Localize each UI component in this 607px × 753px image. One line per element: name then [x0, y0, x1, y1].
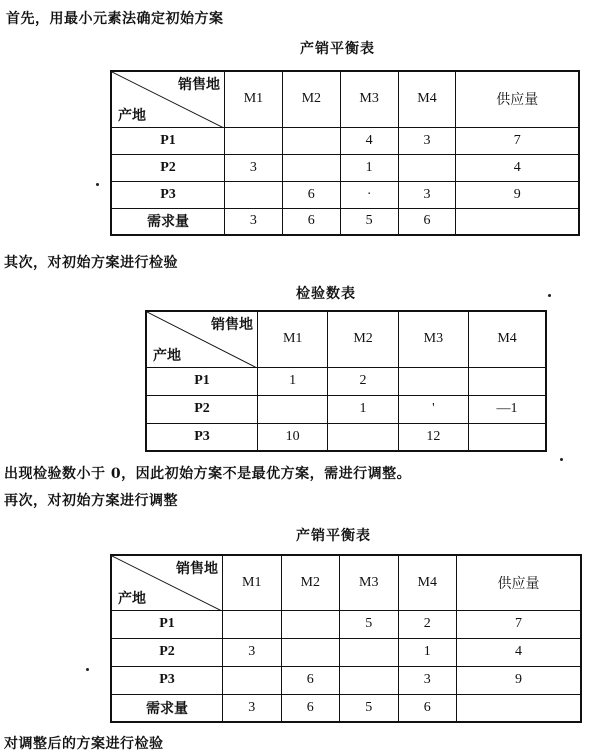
table1-cell: 6: [282, 208, 340, 235]
table3-cell: 6: [281, 666, 340, 694]
table1-row-label: 需求量: [111, 208, 225, 235]
step3-text: 再次，对初始方案进行调整: [4, 493, 178, 509]
table1-col-header: M3: [340, 71, 398, 127]
table3-cell: [281, 610, 340, 638]
table1-cell: 4: [340, 127, 398, 154]
table3-cell: 6: [281, 694, 340, 722]
table2-row-label: P2: [146, 395, 258, 423]
scan-speck: [86, 668, 89, 671]
table-row: [111, 610, 581, 638]
table3-cell: 5: [340, 610, 399, 638]
table1-cell: 6: [282, 181, 340, 208]
table1-corner-cell: [111, 71, 225, 127]
table1-cell: 5: [340, 208, 398, 235]
table-row: [146, 395, 546, 423]
table3-cell: [223, 610, 282, 638]
table3-cell: [340, 666, 399, 694]
table2-cell: 2: [328, 367, 398, 395]
table3-col-header: 供应量: [457, 555, 582, 610]
table1-col-header: 供应量: [456, 71, 579, 127]
table2-cell: 10: [258, 423, 328, 451]
table-row: [111, 208, 579, 235]
table1-cell: [398, 154, 456, 181]
step2-text: 其次，对初始方案进行检验: [4, 255, 178, 271]
table1-col-header: M2: [282, 71, 340, 127]
table-row: [146, 367, 546, 395]
table3-col-header: M2: [281, 555, 340, 610]
table2-corner-cell: [146, 311, 258, 367]
table2: [145, 310, 547, 452]
table1-cell: [282, 154, 340, 181]
table3-cell: 4: [457, 638, 582, 666]
table1-cell: 6: [398, 208, 456, 235]
table3-cell: [281, 638, 340, 666]
table1-cell: 3: [398, 181, 456, 208]
table-row: [111, 154, 579, 181]
table3-row-label: 需求量: [111, 694, 223, 722]
table2-cell: 1: [328, 395, 398, 423]
table-row: [111, 694, 581, 722]
table1-title: 产销平衡表: [300, 41, 375, 57]
table3-cell: 3: [398, 666, 457, 694]
table2-col-header: M1: [258, 311, 328, 367]
table3-col-header: M4: [398, 555, 457, 610]
table3-corner-bottom: 产地: [118, 591, 146, 607]
table1-cell: 1: [340, 154, 398, 181]
table1: [110, 70, 580, 236]
note1-text: 出现检验数小于 0，因此初始方案不是最优方案，需进行调整。: [4, 466, 412, 482]
table1-cell: 4: [456, 154, 579, 181]
table2-col-header: M2: [328, 311, 398, 367]
scan-speck: [96, 183, 99, 186]
table2-row-label: P1: [146, 367, 258, 395]
table1-cell: ·: [340, 181, 398, 208]
table3-row-label: P1: [111, 610, 223, 638]
table2-row-label: P3: [146, 423, 258, 451]
table2-cell: [469, 367, 546, 395]
table2-cell: 1: [258, 367, 328, 395]
table2-title: 检验数表: [296, 286, 356, 302]
table3-cell: 3: [223, 694, 282, 722]
table3-cell: 2: [398, 610, 457, 638]
table-row: [146, 423, 546, 451]
table2-col-header: M3: [398, 311, 468, 367]
table3-row-label: P2: [111, 638, 223, 666]
table1-row-label: P2: [111, 154, 225, 181]
table3-cell: [223, 666, 282, 694]
table2-cell: [258, 395, 328, 423]
table3-cell: [457, 694, 582, 722]
table3-cell: 5: [340, 694, 399, 722]
table2-cell: [398, 367, 468, 395]
table3-corner-top: 销售地: [176, 562, 218, 577]
table1-corner-top: 销售地: [178, 78, 220, 93]
table3: [110, 554, 582, 723]
table-row: [111, 127, 579, 154]
table1-cell: [456, 208, 579, 235]
table3-cell: 1: [398, 638, 457, 666]
table1-cell: 7: [456, 127, 579, 154]
table2-cell: [328, 423, 398, 451]
table1-cell: 3: [225, 208, 283, 235]
table-row: [111, 666, 581, 694]
scan-speck: [560, 458, 563, 461]
table1-cell: 3: [225, 154, 283, 181]
table3-col-header: M3: [340, 555, 399, 610]
table2-corner-top: 销售地: [211, 318, 253, 333]
table-row: [111, 638, 581, 666]
table1-cell: 9: [456, 181, 579, 208]
table1-cell: 3: [398, 127, 456, 154]
table3-title: 产销平衡表: [296, 528, 371, 544]
table1-cell: [225, 127, 283, 154]
table2-corner-bottom: 产地: [153, 348, 181, 364]
table1-cell: [282, 127, 340, 154]
table-row: [111, 181, 579, 208]
table1-cell: [225, 181, 283, 208]
table2-cell: 12: [398, 423, 468, 451]
table2-cell: [469, 423, 546, 451]
table3-cell: [340, 638, 399, 666]
table1-row-label: P1: [111, 127, 225, 154]
table1-col-header: M4: [398, 71, 456, 127]
table3-row-label: P3: [111, 666, 223, 694]
table3-cell: 6: [398, 694, 457, 722]
table1-corner-bottom: 产地: [118, 108, 146, 124]
table3-col-header: M1: [223, 555, 282, 610]
table3-cell: 7: [457, 610, 582, 638]
table3-cell: 3: [223, 638, 282, 666]
table2-cell: —1: [469, 395, 546, 423]
table2-cell: ': [398, 395, 468, 423]
table2-col-header: M4: [469, 311, 546, 367]
step4-text: 对调整后的方案进行检验: [4, 736, 164, 752]
intro-text: 首先，用最小元素法确定初始方案: [6, 11, 224, 27]
table1-row-label: P3: [111, 181, 225, 208]
scan-speck: [548, 294, 551, 297]
table1-col-header: M1: [225, 71, 283, 127]
table3-cell: 9: [457, 666, 582, 694]
table3-corner-cell: [111, 555, 223, 610]
